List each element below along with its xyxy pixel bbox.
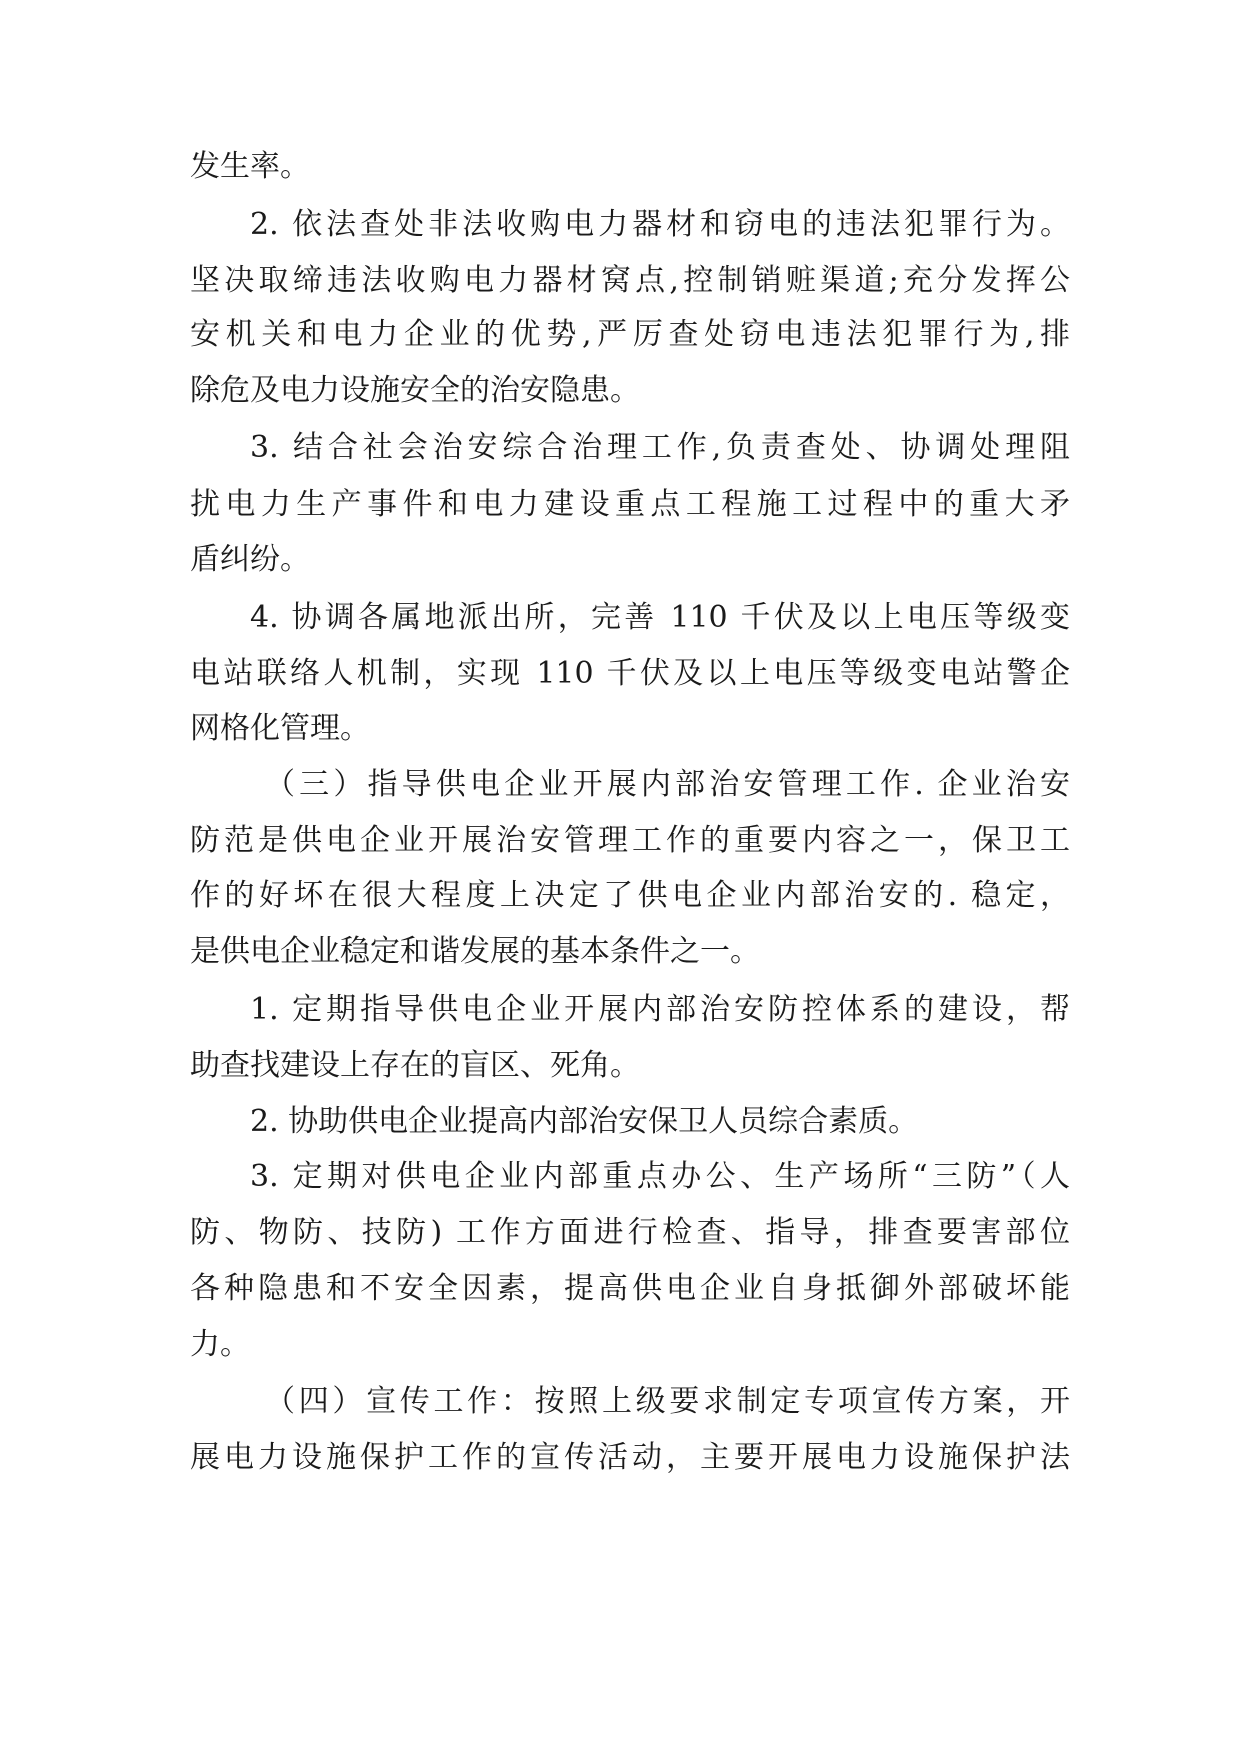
text-line-2: 2. 依法查处非法收购电力器材和窃电的违法犯罪行为。 [250, 207, 1070, 242]
text-line-3: 坚决取缔违法收购电力器材窝点,控制销赃渠道;充分发挥公 [190, 263, 1070, 298]
text-line-21: 各种隐患和不安全因素，提高供电企业自身抵御外部破坏能 [190, 1271, 1070, 1306]
text-line-10: 电站联络人机制，实现 110 千伏及以上电压等级变电站警企 [190, 656, 1070, 691]
text-line-11: 网格化管理。 [190, 711, 370, 746]
text-line-9: 4. 协调各属地派出所，完善 110 千伏及以上电压等级变 [250, 600, 1070, 635]
text-line-5: 除危及电力设施安全的治安隐患。 [190, 373, 640, 408]
text-line-4: 安机关和电力企业的优势,严厉查处窃电违法犯罪行为,排 [190, 317, 1070, 352]
text-line-16: 1. 定期指导供电企业开展内部治安防控体系的建设，帮 [250, 992, 1070, 1027]
text-line-1: 发生率。 [190, 149, 310, 184]
text-line-23: （四）宣传工作：按照上级要求制定专项宣传方案，开 [265, 1384, 1070, 1419]
text-line-24: 展电力设施保护工作的宣传活动，主要开展电力设施保护法 [190, 1440, 1070, 1475]
text-line-14: 作的好坏在很大程度上决定了供电企业内部治安的. 稳定， [190, 878, 1070, 913]
text-line-15: 是供电企业稳定和谐发展的基本条件之一。 [190, 934, 760, 969]
text-line-12: （三）指导供电企业开展内部治安管理工作. 企业治安 [265, 767, 1070, 802]
text-line-20: 防、物防、技防) 工作方面进行检查、指导，排查要害部位 [190, 1215, 1070, 1250]
text-line-6: 3. 结合社会治安综合治理工作,负责查处、协调处理阻 [250, 430, 1070, 465]
text-line-22: 力。 [190, 1327, 250, 1362]
text-line-17: 助查找建设上存在的盲区、死角。 [190, 1048, 640, 1083]
text-line-13: 防范是供电企业开展治安管理工作的重要内容之一，保卫工 [190, 823, 1070, 858]
text-line-18: 2. 协助供电企业提高内部治安保卫人员综合素质。 [250, 1104, 919, 1139]
text-line-19: 3. 定期对供电企业内部重点办公、生产场所“三防”（人 [250, 1159, 1070, 1194]
text-line-8: 盾纠纷。 [190, 542, 310, 577]
text-line-7: 扰电力生产事件和电力建设重点工程施工过程中的重大矛 [190, 487, 1070, 522]
